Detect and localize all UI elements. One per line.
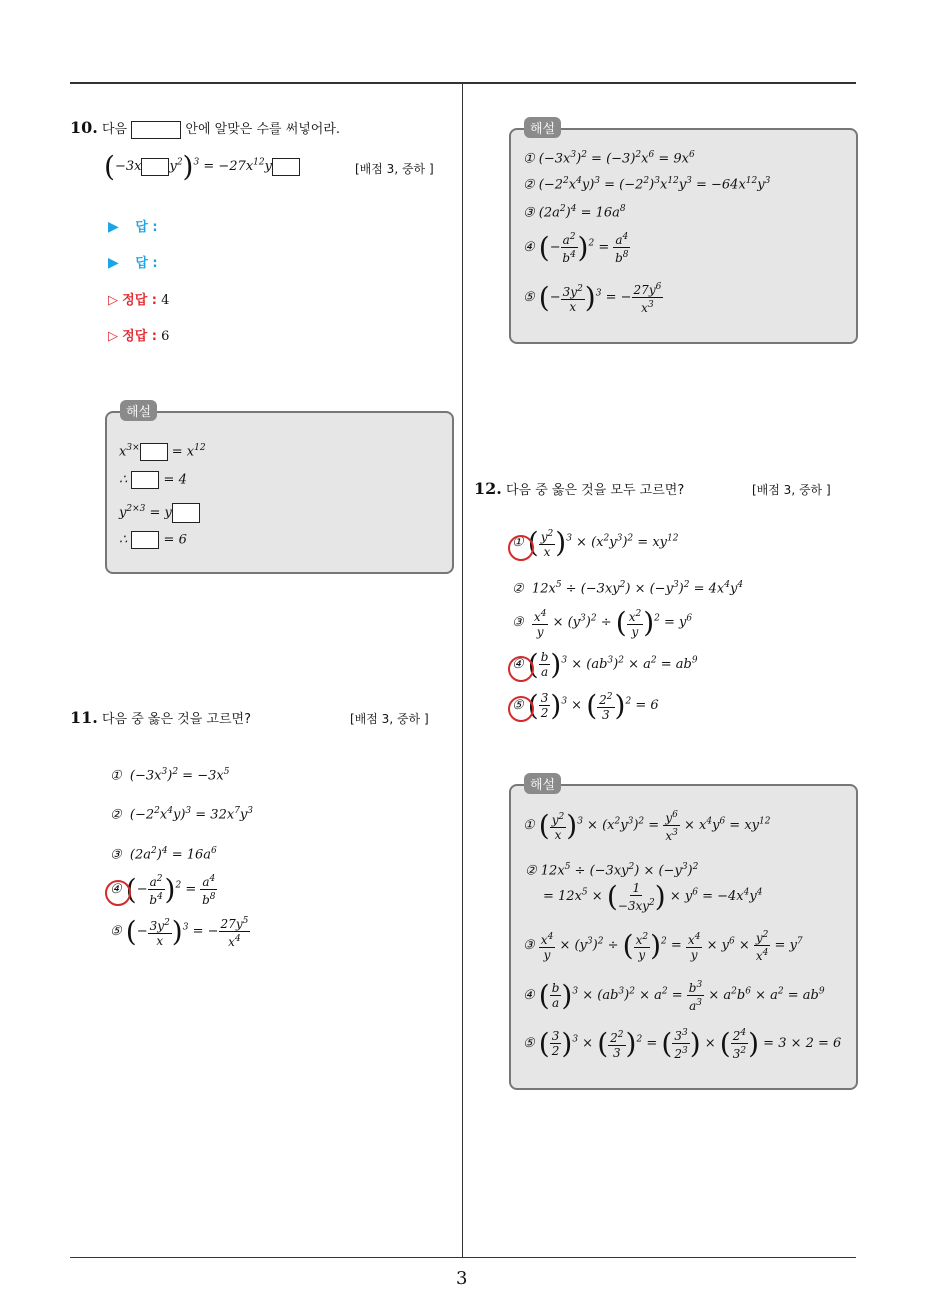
q10-expression: (−3x $y^2)^3 = -27x^{12}y$	[104, 150, 300, 183]
q12-score: [배점 3, 중하 ]	[752, 483, 831, 497]
q12-option-5[interactable]: ⑤ ( $\frac{3}{2}$ )$^3$ × ( $\frac{2^2}{3}$ )$^2$ = 6	[512, 689, 659, 722]
q10-number: 10.	[70, 118, 98, 137]
q11-text: 다음 중 옳은 것을 고르면?	[101, 712, 251, 727]
jd-label: 정답 :	[122, 329, 157, 344]
correct-answer-2	[108, 325, 169, 344]
q12-header	[474, 479, 684, 498]
q12-option-2[interactable]: ② $12x^5 \div (-3xy^2) \times (-y^3)^2 = 4x^4y^4$	[512, 580, 744, 597]
selected-circle-mark	[508, 656, 534, 682]
column-divider	[462, 84, 463, 1258]
correct-answer-1	[108, 289, 169, 308]
solution-tag: 해설	[524, 773, 561, 794]
answer-label: 답 :	[135, 256, 158, 271]
q12-solution-box: ① ( $\frac{y^2}{x}$ )$^3 \times (x^2y^3)^2$ = $\frac{y^6}{x^3}$ × $x^4y^6 = xy^{12}$ ② $12x^5 \div (-3xy^2) \times (-y^3)^2$ = $12x^5$ × ( $\frac{1}{-3xy^2}$ ) × $y^6 = -4x^4y^4$ ③ $\frac{x^4}{y}$ × $(y^3)^2$ ÷ ( $\frac{x^2}{y}$ )$^2$ = $\frac{x^4}{y}$ × $y^6$ × $\frac{y^2}{x^4}$ = $y^7$ ④ ( $\frac{b}{a}$ )$^3 \times (ab^3)^2 \times a^2$ = $\frac{b^3}{a^3}$ × $a^2b^6 \times a^2 = ab^9$ ⑤ ( $\frac{3}{2}$ )$^3$ × ( $\frac{2^2}{3}$ )$^2$ = ( $\frac{3^3}{2^3}$ ) × ( $\frac{2^4}{3^2}$ ) = 3 × 2 = 6	[509, 784, 858, 1090]
q12-option-3[interactable]: ③ $\frac{x^4}{y}$ × $(y^3)^2$ ÷ ( $\frac{x^2}{y}$ )$^2 = y^6$	[512, 606, 693, 639]
jd-value: 6	[161, 329, 170, 344]
q10-score: [배점 3, 중하 ]	[355, 162, 434, 176]
q11-option-3[interactable]: ③ $(2a^2)^4 = 16a^6$	[110, 846, 217, 863]
q11-option-1[interactable]: ① $(-3x^3)^2 = -3x^5$	[110, 767, 230, 784]
answer-row-2	[108, 252, 158, 271]
selected-circle-mark	[508, 696, 534, 722]
q11-number: 11.	[70, 708, 98, 727]
q10-header	[70, 118, 340, 139]
solution-tag: 해설	[524, 117, 561, 138]
q12-number: 12.	[474, 479, 502, 498]
play-icon: ▶	[108, 219, 119, 235]
q11-solution-box: ① $(-3x^3)^2 = (-3)^2x^6 = 9x^6$ ② $(-2^2x^4y)^3 = (-2^2)^3x^{12}y^3 = -64x^{12}y^3$ ③ $(2a^2)^4 = 16a^8$ ④ (− $\frac{a^2}{b^4}$ )$^2$ = $\frac{a^4}{b^8}$ ⑤ (− $\frac{3y^2}{x}$ )$^3$ = − $\frac{27y^6}{x^3}$	[509, 128, 858, 344]
q12-text: 다음 중 옳은 것을 모두 고르면?	[505, 483, 685, 498]
q10-text-post: 안에 알맞은 수를 써넣어라.	[185, 122, 341, 137]
bottom-rule	[70, 1257, 856, 1258]
q10-text-pre: 다음	[101, 122, 128, 137]
q11-option-4[interactable]: ④ (− $\frac{a^2}{b^4}$ )$^2$ = $\frac{a^4}{b^8}$	[110, 873, 216, 907]
selected-circle-mark	[105, 880, 131, 906]
page-number: 3	[456, 1268, 468, 1289]
q11-header	[70, 708, 251, 727]
top-rule	[70, 82, 856, 84]
triangle-icon: ▷	[108, 293, 118, 308]
q11-option-5[interactable]: ⑤ (− $\frac{3y^2}{x}$ )$^3$ = − $\frac{27y^5}{x^4}$	[110, 915, 249, 949]
answer-label: 답 :	[135, 220, 158, 235]
play-icon: ▶	[108, 255, 119, 271]
blank-box	[131, 121, 181, 139]
jd-value: 4	[161, 293, 170, 308]
solution-tag: 해설	[120, 400, 157, 421]
jd-label: 정답 :	[122, 293, 157, 308]
q11-score: [배점 3, 중하 ]	[350, 712, 429, 726]
q11-option-2[interactable]: ② $(-2^2x^4y)^3 = 32x^7y^3$	[110, 806, 254, 823]
q10-solution-box: $x^{3\times} = x^{12}$ ∴ = 4 $y^{2\times 3} = y$ ∴ = 6	[105, 411, 454, 574]
answer-row-1	[108, 216, 158, 235]
triangle-icon: ▷	[108, 329, 118, 344]
q12-option-4[interactable]: ④ ( $\frac{b}{a}$ )$^3 \times (ab^3)^2 \times a^2 = ab^9$	[512, 648, 698, 681]
q12-option-1[interactable]: ① ( $\frac{y^2}{x}$ )$^3 \times (x^2y^3)^2 = xy^{12}$	[512, 526, 679, 559]
selected-circle-mark	[508, 535, 534, 561]
